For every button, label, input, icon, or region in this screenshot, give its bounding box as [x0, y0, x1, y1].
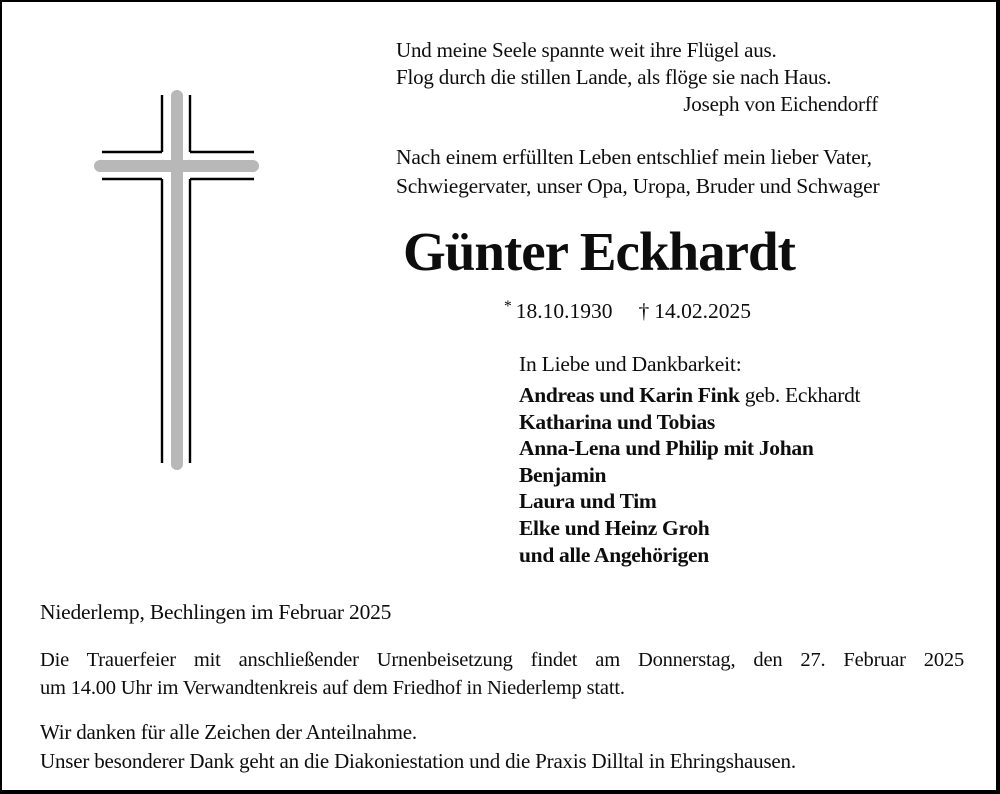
memorial-cross-icon — [87, 82, 267, 477]
mourner-line: und alle Angehörigen — [519, 542, 709, 567]
birth-symbol: * — [504, 298, 512, 315]
funeral-line: um 14.00 Uhr im Verwandtenkreis auf dem Friedhof in Niederlemp statt. — [40, 677, 625, 699]
mourning-heading: In Liebe und Dankbarkeit: — [519, 352, 742, 376]
poem-line: Und meine Seele spannte weit ihre Flügel aus. — [396, 38, 777, 62]
mourner-line: Benjamin — [519, 462, 607, 487]
poem-line: Flog durch die stillen Lande, als flöge sie nach Haus. — [396, 65, 832, 89]
intro-line: Schwiegervater, unser Opa, Uropa, Bruder und Schwager — [396, 173, 880, 198]
thanks-text — [40, 718, 964, 775]
mourner-line: Elke und Heinz Groh — [519, 515, 710, 540]
death-date: 14.02.2025 — [654, 298, 751, 323]
intro-text — [396, 143, 956, 200]
death-cross-symbol: † — [638, 298, 650, 323]
life-dates — [504, 298, 751, 324]
deceased-name: Günter Eckhardt — [403, 221, 795, 282]
mourner-line: Andreas und Karin Fink geb. Eckhardt — [519, 383, 861, 407]
place-date-line: Niederlemp, Bechlingen im Februar 2025 — [40, 600, 392, 624]
funeral-info — [40, 646, 964, 702]
mourner-line: Laura und Tim — [519, 489, 657, 514]
birth-date: 18.10.1930 — [515, 298, 613, 323]
mourners-list — [519, 382, 939, 568]
funeral-line: Die Trauerfeier mit anschließender Urnenbeisetzung findet am Donnerstag, den 27. Februar 2025 — [40, 649, 964, 671]
intro-line: Nach einem erfüllten Leben entschlief mein lieber Vater, — [396, 145, 872, 169]
thanks-line: Wir danken für alle Zeichen der Anteilnahme. — [40, 720, 417, 744]
mourner-line: Katharina und Tobias — [519, 409, 715, 434]
poem-attribution: Joseph von Eichendorff — [683, 92, 878, 116]
mourner-line: Anna-Lena und Philip mit Johan — [519, 436, 814, 461]
thanks-line: Unser besonderer Dank geht an die Diakoniestation und die Praxis Dilltal in Ehringshausen. — [40, 748, 796, 773]
poem — [396, 37, 880, 118]
